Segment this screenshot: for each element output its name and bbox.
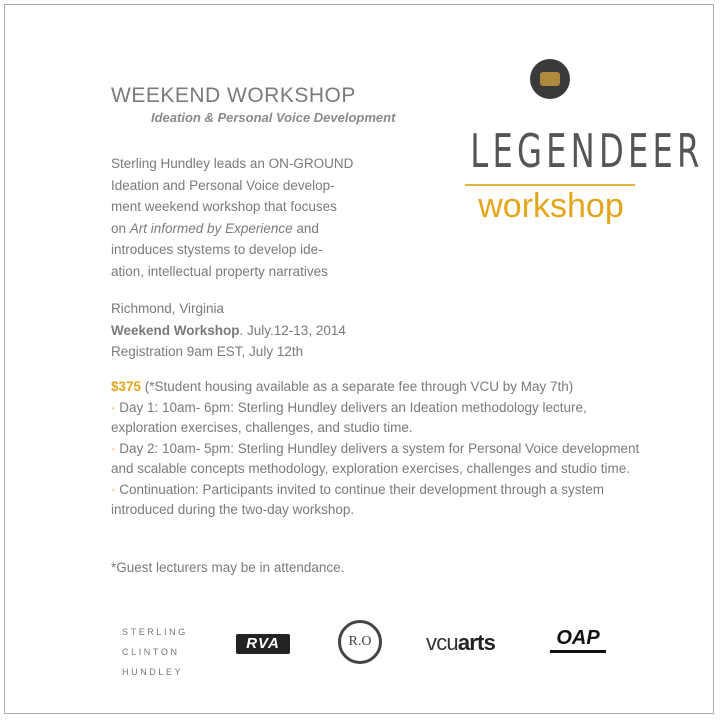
vcuarts-logo: [426, 630, 495, 656]
brand-logo: [437, 124, 704, 178]
price-line: [111, 377, 651, 398]
sterling-clinton-hundley-logo: [122, 622, 188, 682]
day1-item: [111, 398, 651, 439]
details-block: [111, 377, 651, 521]
logo-text: CLINTON: [122, 647, 180, 657]
logo-text: vcu: [426, 630, 458, 655]
bullet-icon: ·: [111, 399, 116, 415]
intro-line: ation, intellectual property narratives: [111, 263, 328, 279]
event-registration: Registration 9am EST, July 12th: [111, 344, 304, 359]
event-dates: [111, 320, 346, 342]
continuation-item: [111, 480, 651, 521]
intro-line: Ideation and Personal Voice develop-: [111, 177, 335, 193]
event-info: [111, 298, 346, 363]
legendeer-emblem-icon: [530, 59, 570, 99]
rva-logo: RVA: [236, 634, 290, 654]
sponsor-logos: [0, 600, 720, 690]
brand-name: LEGENDEER: [470, 124, 704, 178]
logo-text: OAP: [556, 627, 600, 649]
intro-text: on: [111, 220, 130, 236]
bullet-icon: ·: [111, 481, 116, 497]
page-subtitle: Ideation & Personal Voice Development: [151, 110, 396, 125]
bullet-icon: ·: [111, 440, 116, 456]
intro-emphasis: Art informed by Experience: [129, 220, 293, 236]
intro-line: [111, 218, 401, 240]
workshop-dates: . July.12-13, 2014: [239, 322, 346, 338]
day2-item: [111, 439, 651, 480]
intro-line: introduces stystems to develop ide-: [111, 242, 323, 257]
logo-text: STERLING: [122, 627, 188, 637]
oap-underline: [550, 650, 606, 653]
intro-text: and: [292, 220, 319, 236]
workshop-label: Weekend Workshop: [111, 322, 240, 338]
oap-logo: [550, 626, 606, 660]
price: $375: [111, 379, 142, 394]
price-note: (*Student housing available as a separate fee through VCU by May 7th): [141, 379, 574, 394]
logo-text: arts: [457, 630, 496, 655]
intro-line: ment weekend workshop that focuses: [111, 199, 337, 214]
brand-workshop-word: workshop: [478, 187, 624, 225]
day1-text: Day 1: 10am- 6pm: Sterling Hundley delivers an Ideation methodology lecture, exploration exercises, challenges, and studio time.: [111, 399, 587, 435]
continuation-text: Continuation: Participants invited to continue their development through a system introduced during the two-day workshop.: [111, 481, 605, 517]
guest-note: *Guest lecturers may be in attendance.: [111, 560, 345, 575]
day2-text: Day 2: 10am- 5pm: Sterling Hundley delivers a system for Personal Voice development and scalable concepts methodology, exploration exercises, challenges and studio time.: [111, 440, 640, 476]
logo-text: HUNDLEY: [122, 667, 184, 677]
seal-logo: R.O: [338, 620, 382, 664]
event-location: Richmond, Virginia: [111, 301, 225, 316]
page-title: WEEKEND WORKSHOP: [111, 84, 356, 107]
intro-line: Sterling Hundley leads an ON-GROUND: [111, 156, 354, 171]
intro-paragraph: [111, 153, 401, 282]
